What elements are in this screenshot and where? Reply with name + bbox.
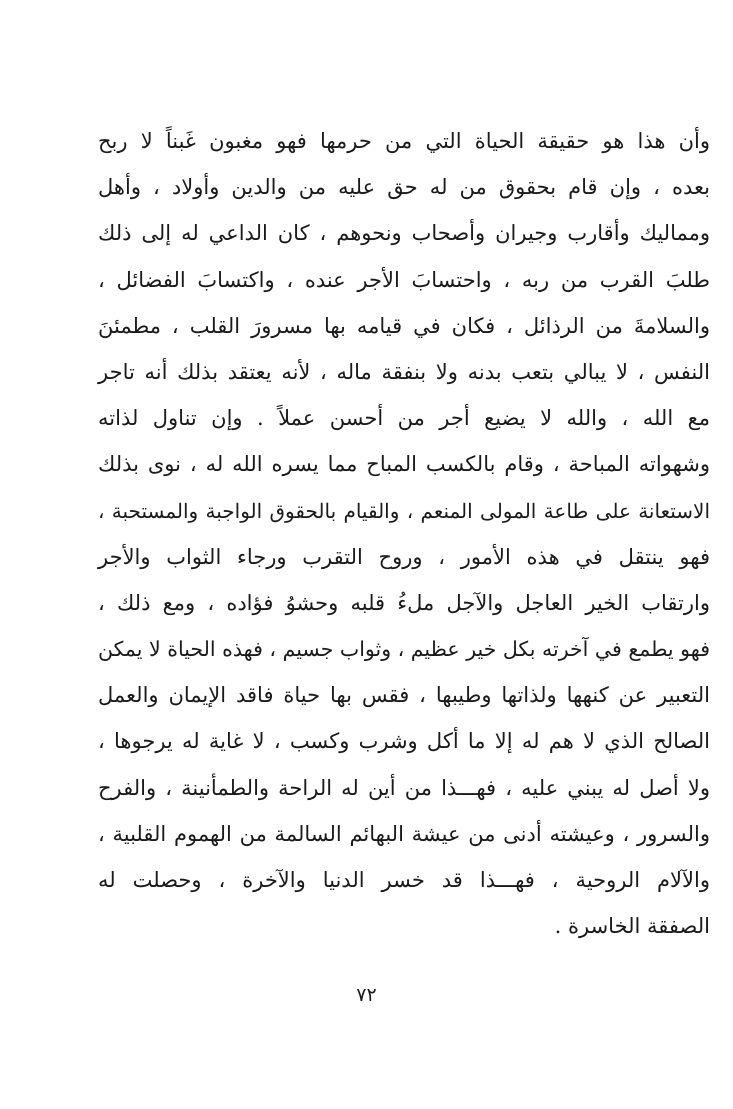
text-line: وأن هذا هو حقيقة الحياة التي من حرمها فهو مغبون غَبناً لا ربح [98, 129, 710, 153]
text-line: الصالح الذي لا هم له إلا ما أكل وشرب وكسب ، لا غاية له يرجوها ، [98, 729, 710, 754]
text-line: مع الله ، والله لا يضيع أجر من أحسن عملاً . وإن تناول لذاته [98, 406, 710, 431]
page-number: ٧٢ [356, 984, 377, 1006]
body-text [98, 118, 710, 949]
text-line: ومماليك وأقارب وجيران وأصحاب ونحوهم ، كان الداعي له إلى ذلك [98, 221, 710, 246]
text-line: طلبَ القرب من ربه ، واحتسابَ الأجر عنده ، واكتسابَ الفضائل ، [98, 267, 710, 292]
text-line: والسرور ، وعيشته أدنى من عيشة البهائم السالمة من الهموم القلبية ، [98, 821, 710, 846]
text-line: فهو ينتقل في هذه الأمور ، وروح التقرب ورجاء الثواب والأجر [98, 544, 710, 569]
text-line: فهو يطمع في آخرته بكل خير عظيم ، وثواب جسيم ، فهذه الحياة لا يمكن [98, 637, 710, 662]
text-line-final: الصفقة الخاسرة . [554, 914, 710, 939]
text-line: وشهواته المباحة ، وقام بالكسب المباح مما يسره الله له ، نوى بذلك [98, 452, 710, 477]
text-line: والسلامةَ من الرذائل ، فكان في قيامه بها مسرورَ القلب ، مطمئنَ [98, 313, 710, 338]
text-line: والآلام الروحية ، فهـــذا قد خسر الدنيا والآخرة ، وحصلت له [98, 868, 710, 892]
text-line: ولا أصل له يبني عليه ، فهـــذا من أين له الراحة والطمأنينة ، والفرح [98, 775, 710, 800]
text-line: بعده ، وإن قام بحقوق من له حق عليه من والدين وأولاد ، وأهل [98, 175, 710, 200]
text-line: الاستعانة على طاعة المولى المنعم ، والقيام بالحقوق الواجبة والمستحبة ، [98, 498, 710, 523]
text-line: النفس ، لا يبالي بتعب بدنه ولا بنفقة ماله ، لأنه يعتقد بذلك أنه تاجر [98, 359, 710, 384]
text-line: التعبير عن كنهها ولذاتها وطيبها ، فقس بها حياة فاقد الإيمان والعمل [98, 683, 710, 708]
text-line: وارتقاب الخير العاجل والآجل ملءُ قلبه وحشوُ فؤاده ، ومع ذلك ، [98, 590, 710, 615]
